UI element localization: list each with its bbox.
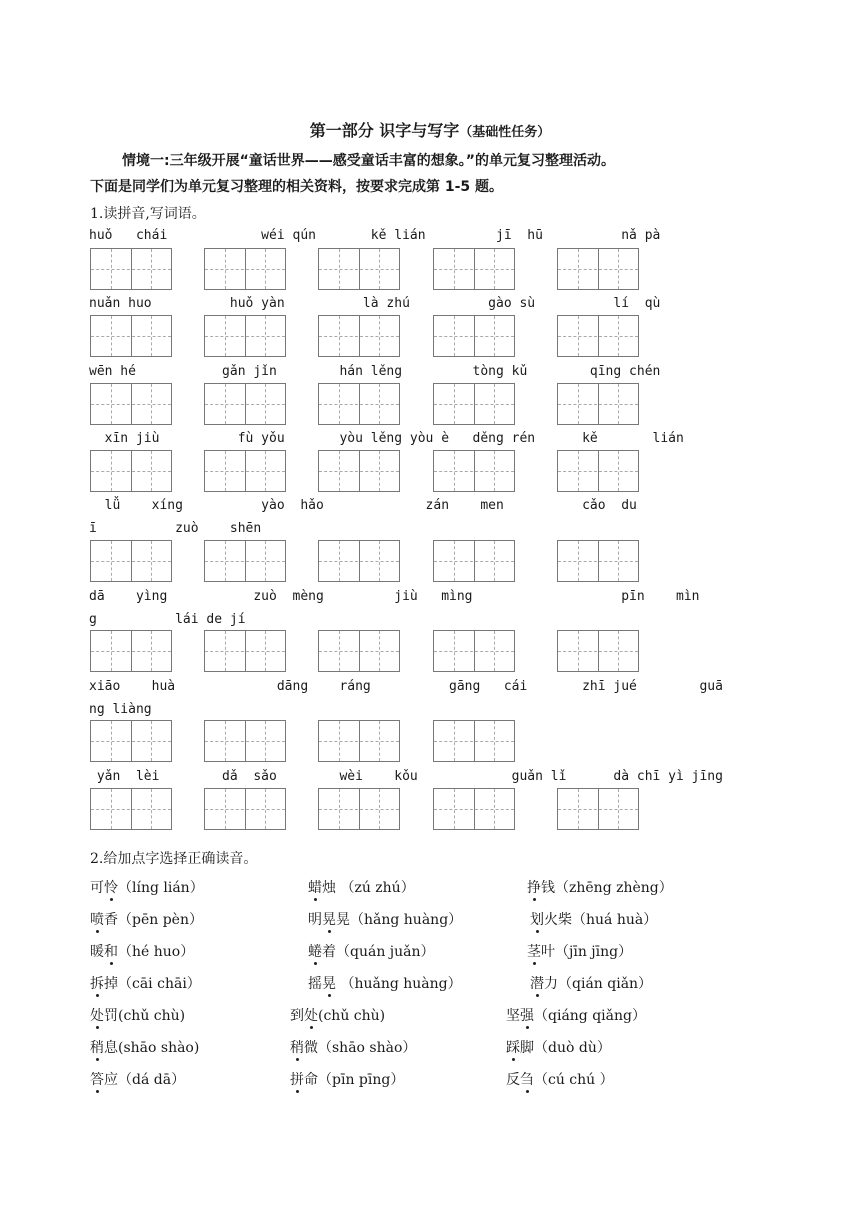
pinyin-options[interactable]: （cāi chāi）: [118, 976, 201, 992]
pinyin-line: ng liàng: [89, 702, 152, 717]
dotted-char: 挣: [527, 880, 541, 896]
word-suffix: 罚: [104, 1008, 118, 1024]
reading-item: [90, 1005, 185, 1025]
writing-grid-box[interactable]: [318, 315, 400, 357]
word-suffix: 火柴: [544, 912, 572, 928]
writing-grid-box[interactable]: [318, 630, 400, 672]
writing-grid-box[interactable]: [433, 540, 515, 582]
word-prefix: 暖: [90, 944, 104, 960]
pinyin-line: lǚ xíng yào hǎo zán men cǎo du: [89, 498, 637, 513]
word-suffix: 烛: [322, 880, 336, 896]
dotted-char: 蜡: [308, 880, 322, 896]
reading-item: [308, 909, 462, 929]
dotted-char: 稍: [90, 1040, 104, 1056]
dotted-char: 怜: [104, 880, 118, 896]
word-suffix: 叶: [541, 944, 555, 960]
word-suffix: 香: [104, 912, 118, 928]
reading-item: [530, 909, 657, 929]
dotted-char: 和: [104, 944, 118, 960]
dotted-char: 蜷: [308, 944, 322, 960]
reading-item: [506, 1005, 646, 1025]
word-prefix: 可: [90, 880, 104, 896]
reading-item: [90, 973, 201, 993]
intro-line-2: 下面是同学们为单元复习整理的相关资料，按要求完成第 1-5 题。: [90, 179, 504, 195]
pinyin-options[interactable]: （zhēng zhèng）: [555, 880, 673, 896]
writing-grid-box[interactable]: [557, 450, 639, 492]
pinyin-options[interactable]: (chǔ chù): [318, 1008, 386, 1024]
reading-item: [308, 877, 415, 897]
reading-item: [290, 1037, 416, 1057]
word-suffix: 微: [304, 1040, 318, 1056]
pinyin-options[interactable]: （líng lián）: [118, 880, 204, 896]
dotted-char: 答: [90, 1072, 104, 1088]
title-sub: （基础性任务）: [459, 125, 551, 140]
pinyin-options[interactable]: （huá huà）: [572, 912, 658, 928]
pinyin-line: xīn jiù fù yǒu yòu lěng yòu è děng rén kě lián: [89, 431, 684, 446]
word-prefix: 到: [290, 1008, 304, 1024]
word-suffix: 命: [304, 1072, 318, 1088]
writing-grid-box[interactable]: [90, 540, 172, 582]
word-prefix: 摇: [308, 976, 322, 992]
pinyin-options[interactable]: （duò dù）: [534, 1040, 611, 1056]
writing-grid-box[interactable]: [557, 383, 639, 425]
writing-grid-box[interactable]: [557, 788, 639, 830]
pinyin-options[interactable]: （jīn jīng）: [555, 944, 633, 960]
pinyin-options[interactable]: （hǎng huàng）: [350, 912, 463, 928]
writing-grid-box[interactable]: [433, 248, 515, 290]
pinyin-line: huǒ chái wéi qún kě lián jī hū nǎ pà: [89, 228, 661, 243]
writing-grid-box[interactable]: [557, 248, 639, 290]
reading-item: [506, 1037, 611, 1057]
writing-grid-box[interactable]: [318, 248, 400, 290]
dotted-char: 踩: [506, 1040, 520, 1056]
dotted-char: 处: [90, 1008, 104, 1024]
writing-grid-box[interactable]: [433, 315, 515, 357]
pinyin-options[interactable]: (chǔ chù): [118, 1008, 186, 1024]
writing-grid-box[interactable]: [204, 383, 286, 425]
intro-line-1: 情境一:三年级开展“童话世界——感受童话丰富的想象。”的单元复习整理活动。: [122, 153, 615, 169]
word-prefix: 明: [308, 912, 322, 928]
section-title: [0, 118, 860, 141]
dotted-char: 稍: [290, 1040, 304, 1056]
reading-item: [90, 909, 203, 929]
writing-grid-box[interactable]: [204, 630, 286, 672]
dotted-char: 喷: [90, 912, 104, 928]
pinyin-line: dā yìng zuò mèng jiù mìng pīn mìn: [89, 589, 700, 604]
reading-item: [530, 973, 652, 993]
word-suffix: 钱: [541, 880, 555, 896]
pinyin-options[interactable]: （dá dā）: [118, 1072, 186, 1088]
dotted-char: 潜: [530, 976, 544, 992]
writing-grid-box[interactable]: [90, 383, 172, 425]
writing-grid-box[interactable]: [90, 248, 172, 290]
reading-item: [308, 941, 435, 961]
writing-grid-box[interactable]: [557, 315, 639, 357]
writing-grid-box[interactable]: [204, 315, 286, 357]
word-suffix: 着: [322, 944, 336, 960]
writing-grid-box[interactable]: [557, 630, 639, 672]
dotted-char: 晃: [322, 912, 336, 928]
pinyin-options[interactable]: （pīn pīng）: [318, 1072, 405, 1088]
reading-item: [90, 941, 194, 961]
word-suffix: 息: [104, 1040, 118, 1056]
writing-grid-box[interactable]: [204, 248, 286, 290]
word-suffix: 脚: [520, 1040, 534, 1056]
writing-grid-box[interactable]: [204, 720, 286, 762]
writing-grid-box[interactable]: [318, 383, 400, 425]
reading-item: [290, 1069, 404, 1089]
word-suffix: 晃: [336, 912, 350, 928]
writing-grid-box[interactable]: [318, 788, 400, 830]
writing-grid-box[interactable]: [90, 450, 172, 492]
word-suffix: 力: [544, 976, 558, 992]
title-main: 第一部分 识字与写字: [309, 121, 460, 140]
pinyin-line: g lái de jí: [89, 612, 246, 627]
question-1-label: 1.读拼音,写词语。: [90, 206, 206, 222]
reading-item: [308, 973, 462, 993]
dotted-char: 刍: [520, 1072, 534, 1088]
pinyin-options[interactable]: （shāo shào）: [318, 1040, 417, 1056]
pinyin-options[interactable]: （cú chú ）: [534, 1072, 614, 1088]
writing-grid-box[interactable]: [90, 630, 172, 672]
writing-grid-box[interactable]: [318, 450, 400, 492]
writing-grid-box[interactable]: [433, 720, 515, 762]
writing-grid-box[interactable]: [90, 788, 172, 830]
writing-grid-box[interactable]: [433, 630, 515, 672]
reading-item: [290, 1005, 385, 1025]
pinyin-options[interactable]: (shāo shào): [118, 1040, 200, 1056]
writing-grid-box[interactable]: [204, 450, 286, 492]
reading-item: [90, 1069, 185, 1089]
writing-grid-box[interactable]: [557, 540, 639, 582]
reading-item: [527, 877, 673, 897]
writing-grid-box[interactable]: [433, 450, 515, 492]
pinyin-options[interactable]: （qiáng qiǎng）: [534, 1008, 646, 1024]
writing-grid-box[interactable]: [318, 540, 400, 582]
reading-item: [90, 877, 204, 897]
pinyin-line: ī zuò shēn: [89, 521, 262, 536]
writing-grid-box[interactable]: [90, 720, 172, 762]
writing-grid-box[interactable]: [318, 720, 400, 762]
pinyin-options[interactable]: （hé huo）: [118, 944, 195, 960]
dotted-char: 拼: [290, 1072, 304, 1088]
dotted-char: 处: [304, 1008, 318, 1024]
pinyin-line: xiāo huà dāng ráng gāng cái zhī jué guā: [89, 679, 723, 694]
pinyin-options[interactable]: （qián qiǎn）: [558, 976, 653, 992]
pinyin-options[interactable]: （zú zhú）: [336, 880, 415, 896]
pinyin-line: yǎn lèi dǎ sǎo wèi kǒu guǎn lǐ dà chī yì jīng: [89, 769, 723, 784]
reading-item: [527, 941, 632, 961]
writing-grid-box[interactable]: [204, 788, 286, 830]
reading-item: [90, 1037, 199, 1057]
question-2-label: 2.给加点字选择正确读音。: [90, 851, 258, 867]
pinyin-line: nuǎn huo huǒ yàn là zhú gào sù lí qù: [89, 296, 661, 311]
pinyin-options[interactable]: （pēn pèn）: [118, 912, 203, 928]
reading-item: [506, 1069, 614, 1089]
dotted-char: 强: [520, 1008, 534, 1024]
writing-grid-box[interactable]: [433, 788, 515, 830]
pinyin-options[interactable]: （huǎng huàng）: [336, 976, 462, 992]
dotted-char: 茎: [527, 944, 541, 960]
writing-grid-box[interactable]: [204, 540, 286, 582]
word-prefix: 坚: [506, 1008, 520, 1024]
pinyin-line: wēn hé gǎn jǐn hán lěng tòng kǔ qīng chén: [89, 364, 661, 379]
writing-grid-box[interactable]: [433, 383, 515, 425]
word-suffix: 应: [104, 1072, 118, 1088]
word-suffix: 掉: [104, 976, 118, 992]
dotted-char: 划: [530, 912, 544, 928]
pinyin-options[interactable]: （quán juǎn）: [336, 944, 435, 960]
word-prefix: 反: [506, 1072, 520, 1088]
dotted-char: 拆: [90, 976, 104, 992]
writing-grid-box[interactable]: [90, 315, 172, 357]
dotted-char: 晃: [322, 976, 336, 992]
